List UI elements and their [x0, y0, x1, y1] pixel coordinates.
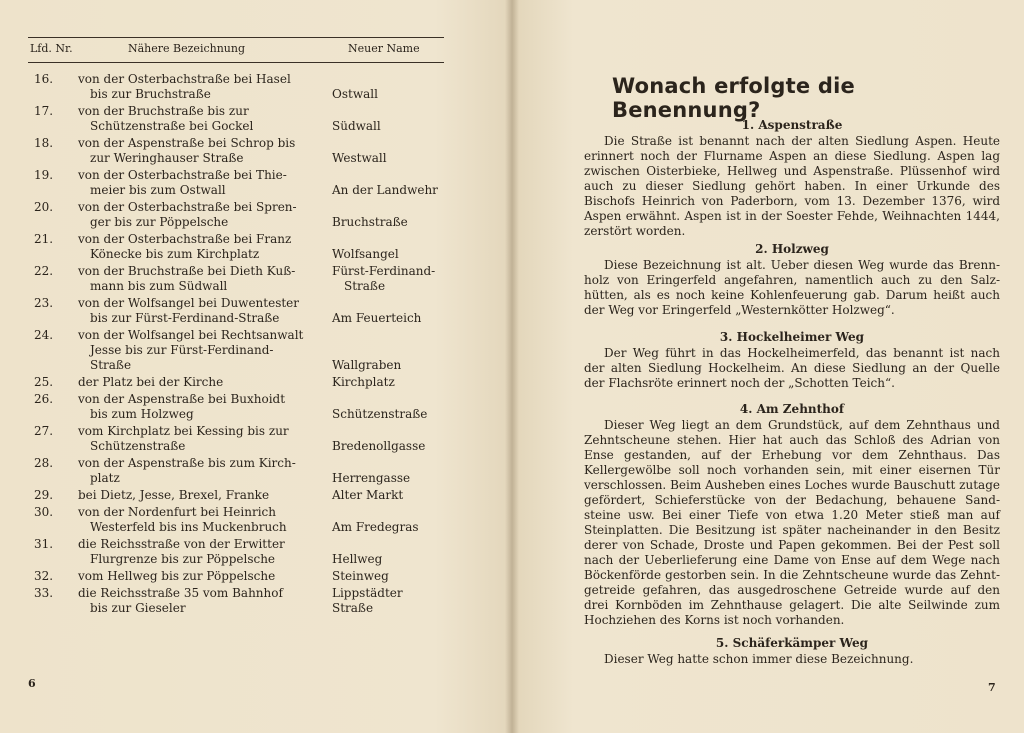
paragraph-line: Bischofs Heinrich von Paderborn, vom 13. Dezember 1376, wird: [584, 194, 1000, 208]
new-street-name: [332, 247, 444, 262]
paragraph-line: Steinplatten. Die Besitzung ist später nacheinander in den Besitz: [584, 523, 1000, 537]
table-row: [28, 537, 444, 567]
description-line: zur Weringhauser Straße: [90, 151, 244, 165]
page-number-left: 6: [28, 677, 36, 690]
paragraph-line: der Weg vor Eringerfeld „Westernkötter Holzweg“.: [584, 303, 895, 317]
section-title: 1. Aspenstraße: [741, 118, 843, 132]
row-number: 23.: [34, 296, 54, 310]
row-description: [78, 569, 318, 584]
paragraph-line: Ense gestanden, auf der Erhebung vor dem Zehnthaus. Das: [584, 448, 1000, 462]
table-row: [28, 328, 444, 373]
paragraph-line: der alten Siedlung Hockelheim. An diese Siedlung an der Quelle: [584, 361, 1000, 375]
row-number: 21.: [34, 232, 54, 246]
table-row: [28, 488, 444, 503]
new-street-name: [332, 586, 444, 616]
page-title: Wonach erfolgte die Benennung?: [612, 74, 855, 122]
new-street-name: [332, 488, 444, 503]
paragraph-line: zerstört worden.: [584, 224, 686, 238]
description-line: von der Osterbachstraße bei Franz: [78, 232, 292, 246]
paragraph-line: Diese Bezeichnung ist alt. Ueber diesen Weg wurde das Brenn-: [604, 258, 1000, 272]
paragraph-line: verschlossen. Beim Ausheben eines Loches wurde Bauschutt zutage: [584, 478, 1000, 492]
new-street-name: [332, 151, 444, 166]
header-bezeichnung: Nähere Bezeichnung: [128, 42, 245, 55]
row-number: 17.: [34, 104, 54, 118]
paragraph-line: der Flachsröte erinnert noch der „Schotten Teich“.: [584, 376, 895, 390]
new-street-name: [332, 407, 444, 422]
description-line: ger bis zur Pöppelsche: [90, 215, 229, 229]
new-street-name: [332, 375, 444, 390]
new-name-line: Wallgraben: [332, 358, 402, 372]
table-row: [28, 392, 444, 422]
header-neuer-name: Neuer Name: [348, 42, 420, 55]
new-street-name: [332, 471, 444, 486]
paragraph-line: steine usw. Bei einer Tiefe von etwa 1.20 Meter stieß man auf: [584, 508, 1000, 522]
row-description: [78, 392, 318, 422]
new-name-line: Lippstädter Straße: [332, 586, 403, 615]
new-name-line: Bredenollgasse: [332, 439, 426, 453]
new-name-line: Am Feuerteich: [332, 311, 422, 325]
paragraph-line: Aspen erwähnt. Aspen ist in der Soester Fehde, Weihnachten 1444,: [584, 209, 1000, 223]
row-description: [78, 537, 318, 567]
row-description: [78, 586, 318, 616]
new-name-line: Hellweg: [332, 552, 383, 566]
new-name-line: Fürst-Ferdinand-: [332, 264, 436, 278]
row-description: [78, 375, 318, 390]
new-name-line: Steinweg: [332, 569, 389, 583]
row-number: 33.: [34, 586, 54, 600]
new-name-line: Südwall: [332, 119, 381, 133]
row-description: [78, 168, 318, 198]
description-line: vom Kirchplatz bei Kessing bis zur: [78, 424, 289, 438]
paragraph-line: Zehntscheune stehen. Hier hat auch das Schloß des Adrian von: [584, 433, 1000, 447]
description-line: von der Aspenstraße bis zum Kirch-: [78, 456, 296, 470]
row-number: 28.: [34, 456, 54, 470]
row-description: [78, 328, 318, 373]
paragraph-line: Die Straße ist benannt nach der alten Siedlung Aspen. Heute: [604, 134, 1000, 148]
row-description: [78, 104, 318, 134]
row-description: [78, 264, 318, 294]
description-line: von der Osterbachstraße bei Hasel: [78, 72, 291, 86]
description-line: von der Bruchstraße bis zur: [78, 104, 249, 118]
row-number: 20.: [34, 200, 54, 214]
row-number: 25.: [34, 375, 54, 389]
paragraph-line: nach der Ueberlieferung eine Dame von Ense auf dem Wege nach: [584, 553, 1000, 567]
new-name-line: Am Fredegras: [332, 520, 419, 534]
description-line: von der Wolfsangel bei Duwentester: [78, 296, 300, 310]
description-line: von der Nordenfurt bei Heinrich: [78, 505, 276, 519]
row-number: 22.: [34, 264, 54, 278]
paragraph-line: derer von Schade, Droste und Papen gekommen. Bei der Pest soll: [584, 538, 1000, 552]
row-number: 26.: [34, 392, 54, 406]
row-number: 24.: [34, 328, 54, 342]
new-name-line: Bruchstraße: [332, 215, 408, 229]
row-description: [78, 424, 318, 454]
new-name-line: Wolfsangel: [332, 247, 399, 261]
new-street-name: [332, 520, 444, 535]
section-title: 2. Holzweg: [755, 242, 829, 256]
row-number: 27.: [34, 424, 54, 438]
paragraph-line: Der Weg führt in das Hockelheimerfeld, das benannt ist nach: [604, 346, 1000, 360]
new-street-name: [332, 87, 444, 102]
description-line: bis zur Gieseler: [90, 601, 186, 615]
new-name-line: Westwall: [332, 151, 387, 165]
row-number: 29.: [34, 488, 54, 502]
description-line: Schützenstraße: [90, 439, 186, 453]
table-row: [28, 104, 444, 134]
paragraph-line: zwischen Oisterbieke, Hellweg und Aspenstraße. Plüssenhof wird: [584, 164, 1000, 178]
page-number-right: 7: [988, 681, 996, 694]
section-title: 5. Schäferkämper Weg: [715, 636, 869, 650]
description-line: Schützenstraße bei Gockel: [90, 119, 254, 133]
new-street-name: [332, 569, 444, 584]
paragraph-line: gefördert, Schieferstücke von der Bedachung, behauene Sand-: [584, 493, 1000, 507]
new-name-line: An der Landwehr: [332, 183, 438, 197]
description-line: die Reichsstraße 35 vom Bahnhof: [78, 586, 283, 600]
paragraph-line: Dieser Weg liegt an dem Grundstück, auf dem Zehnthaus und: [604, 418, 1000, 432]
description-line: platz: [90, 471, 120, 485]
row-number: 30.: [34, 505, 54, 519]
row-description: [78, 200, 318, 230]
table-row: [28, 168, 444, 198]
table-row: [28, 424, 444, 454]
table-row: [28, 200, 444, 230]
row-number: 19.: [34, 168, 54, 182]
table-row: [28, 505, 444, 535]
description-line: Straße: [90, 358, 132, 372]
table-row: [28, 296, 444, 326]
paragraph-line: Kellergewölbe soll noch vorhanden sein, mit einer eisernen Tür: [584, 463, 1000, 477]
row-number: 32.: [34, 569, 54, 583]
paragraph-line: Böckenförde gestorben sein. In die Zehntscheune wurde das Zehnt-: [584, 568, 1000, 582]
row-description: [78, 456, 318, 486]
paragraph-line: holz von Eringerfeld angefahren, namentlich auch zu den Salz-: [584, 273, 1000, 287]
new-name-line: Straße: [344, 279, 386, 293]
section-title: 3. Hockelheimer Weg: [719, 330, 865, 344]
row-description: [78, 296, 318, 326]
row-description: [78, 505, 318, 535]
section: [584, 242, 1000, 318]
new-name-line: Kirchplatz: [332, 375, 395, 389]
new-name-line: Alter Markt: [332, 488, 404, 502]
header-nr: Lfd. Nr.: [30, 42, 73, 55]
book-gutter: [505, 0, 519, 733]
new-street-name: [332, 119, 444, 134]
description-line: der Platz bei der Kirche: [78, 375, 224, 389]
description-line: Flurgrenze bis zur Pöppelsche: [90, 552, 276, 566]
description-line: von der Wolfsangel bei Rechtsanwalt: [78, 328, 304, 342]
table-row: [28, 264, 444, 294]
table-row: [28, 375, 444, 390]
description-line: bis zur Bruchstraße: [90, 87, 211, 101]
description-line: bei Dietz, Jesse, Brexel, Franke: [78, 488, 270, 502]
table-row: [28, 456, 444, 486]
description-line: vom Hellweg bis zur Pöppelsche: [78, 569, 276, 583]
description-line: Westerfeld bis ins Muckenbruch: [90, 520, 287, 534]
new-name-line: Ostwall: [332, 87, 378, 101]
section: [584, 118, 1000, 239]
row-description: [78, 136, 318, 166]
row-number: 16.: [34, 72, 54, 86]
table-row: [28, 136, 444, 166]
section: [584, 330, 1000, 391]
description-line: von der Bruchstraße bei Dieth Kuß-: [78, 264, 296, 278]
paragraph-line: Dieser Weg hatte schon immer diese Bezeichnung.: [604, 652, 914, 666]
new-street-name: [332, 439, 444, 454]
description-line: mann bis zum Südwall: [90, 279, 228, 293]
table-header: [28, 37, 444, 63]
paragraph-line: drei Kornböden im Zehnthause gelagert. Die alte Seilwinde zum: [584, 598, 1000, 612]
row-number: 31.: [34, 537, 54, 551]
table-row: [28, 72, 444, 102]
description-line: Jesse bis zur Fürst-Ferdinand-: [90, 343, 274, 357]
new-name-line: Schützenstraße: [332, 407, 428, 421]
new-street-name: [332, 311, 444, 326]
new-street-name: [332, 183, 444, 198]
description-line: bis zum Holzweg: [90, 407, 194, 421]
section: [584, 636, 1000, 667]
row-number: 18.: [34, 136, 54, 150]
paragraph-line: hütten, als es noch keine Kohlenfeuerung gab. Darum heißt auch: [584, 288, 1000, 302]
description-line: von der Aspenstraße bei Buxhoidt: [78, 392, 286, 406]
paragraph-line: erinnert noch der Flurname Aspen an diese Siedlung. Aspen lag: [584, 149, 1000, 163]
table-row: [28, 586, 444, 616]
new-street-name: [332, 264, 444, 294]
description-line: die Reichsstraße von der Erwitter: [78, 537, 285, 551]
paragraph-line: getreide gefahren, das ausgedroschene Getreide wurde auf den: [584, 583, 1000, 597]
description-line: meier bis zum Ostwall: [90, 183, 226, 197]
description-line: von der Aspenstraße bei Schrop bis: [78, 136, 296, 150]
row-description: [78, 488, 318, 503]
new-street-name: [332, 358, 444, 373]
section-title: 4. Am Zehnthof: [739, 402, 845, 416]
new-name-line: Herrengasse: [332, 471, 411, 485]
table-row: [28, 232, 444, 262]
new-street-name: [332, 552, 444, 567]
description-line: Könecke bis zum Kirchplatz: [90, 247, 260, 261]
paragraph-line: Hochziehen des Korns ist noch vorhanden.: [584, 613, 845, 627]
description-line: bis zur Fürst-Ferdinand-Straße: [90, 311, 280, 325]
new-street-name: [332, 215, 444, 230]
paragraph-line: auch zu dieser Siedlung gehört haben. In einer Urkunde des: [584, 179, 1000, 193]
table-row: [28, 569, 444, 584]
street-table: [28, 72, 444, 618]
row-description: [78, 72, 318, 102]
description-line: von der Osterbachstraße bei Spren-: [78, 200, 297, 214]
row-description: [78, 232, 318, 262]
section: [584, 402, 1000, 628]
description-line: von der Osterbachstraße bei Thie-: [78, 168, 287, 182]
